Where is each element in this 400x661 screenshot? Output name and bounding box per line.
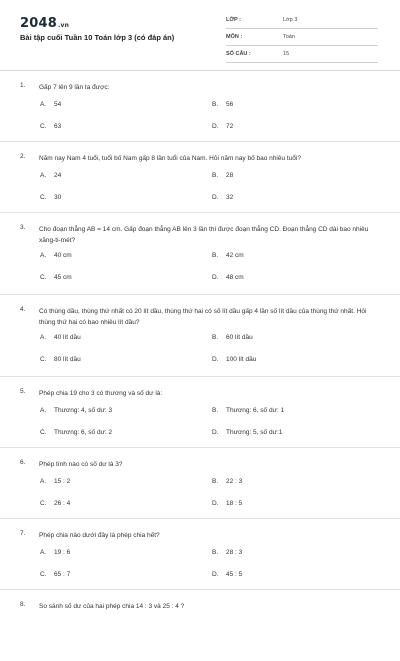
meta-row-subject (226, 31, 378, 46)
option-a[interactable] (40, 172, 61, 179)
option-letter: B. (212, 407, 219, 414)
option-text: 42 cm (226, 252, 244, 259)
document-meta (226, 14, 378, 65)
meta-label-subject: MÔN : (226, 34, 243, 40)
option-c[interactable] (40, 194, 61, 201)
option-letter: C. (40, 123, 47, 130)
question-number: 2. (20, 153, 26, 160)
option-b[interactable] (212, 101, 233, 108)
option-a[interactable] (40, 478, 70, 485)
question-number: 6. (20, 459, 26, 466)
question-number: 8. (20, 601, 26, 608)
option-a[interactable] (40, 407, 112, 414)
option-b[interactable] (212, 549, 242, 556)
option-b[interactable] (212, 407, 284, 414)
question-text: Phép tính nào có số dư là 3? (39, 461, 123, 468)
question-8 (0, 590, 400, 661)
question-text: So sánh số dư của hai phép chia 14 : 3 và 25 : 4 ? (39, 603, 185, 610)
option-letter: D. (212, 356, 219, 363)
option-letter: A. (40, 407, 47, 414)
question-7 (0, 519, 400, 590)
option-c[interactable] (40, 571, 70, 578)
logo-main: 2048 (20, 16, 57, 31)
question-6 (0, 448, 400, 519)
option-letter: D. (212, 274, 219, 281)
option-b[interactable] (212, 478, 242, 485)
option-text: 30 (54, 194, 62, 201)
option-letter: B. (212, 334, 219, 341)
option-text: 40 lít dầu (54, 334, 81, 341)
option-letter: D. (212, 571, 219, 578)
option-text: 32 (226, 194, 234, 201)
option-text: Thương: 5, số dư:1 (226, 429, 283, 436)
option-text: 40 cm (54, 252, 72, 259)
option-c[interactable] (40, 500, 70, 507)
option-text: Thương: 6, số dư: 1 (226, 407, 285, 414)
option-letter: D. (212, 429, 219, 436)
option-c[interactable] (40, 356, 81, 363)
option-b[interactable] (212, 334, 253, 341)
option-b[interactable] (212, 172, 233, 179)
option-letter: C. (40, 274, 47, 281)
option-letter: C. (40, 571, 47, 578)
option-text: 28 (226, 172, 234, 179)
option-text: Thương: 4, số dư: 3 (54, 407, 113, 414)
question-text: Có thùng dầu, thùng thứ nhất có 20 lít dầu, thùng thứ hai có số lít dầu gấp 4 lần số lít dầu của thùng thứ nhất. Hỏi thùng thứ hai có bao nhiêu lít dầu? (39, 308, 367, 326)
option-letter: C. (40, 356, 47, 363)
meta-value-class: Lớp 3 (283, 17, 298, 23)
question-1 (0, 71, 400, 142)
meta-value-subject: Toán (283, 34, 295, 40)
question-number: 5. (20, 388, 26, 395)
question-number: 4. (20, 306, 26, 313)
question-2 (0, 142, 400, 213)
option-letter: A. (40, 252, 47, 259)
option-letter: B. (212, 478, 219, 485)
question-text: Phép chia 19 cho 3 có thương và số dư là: (39, 390, 163, 397)
option-text: 60 lít dầu (226, 334, 253, 341)
question-text: Phép chia nào dưới đây là phép chia hết? (39, 532, 160, 539)
option-d[interactable] (212, 500, 242, 507)
option-b[interactable] (212, 252, 244, 259)
option-text: 26 : 4 (54, 500, 71, 507)
option-letter: A. (40, 549, 47, 556)
question-5 (0, 377, 400, 448)
option-text: 15 : 2 (54, 478, 71, 485)
option-text: 54 (54, 101, 62, 108)
option-text: 63 (54, 123, 62, 130)
option-letter: C. (40, 429, 47, 436)
meta-value-count: 15 (283, 51, 290, 57)
option-letter: B. (212, 172, 219, 179)
option-letter: B. (212, 549, 219, 556)
document-title: Bài tập cuối Tuần 10 Toán lớp 3 (có đáp án) (20, 33, 175, 42)
option-text: 48 cm (226, 274, 244, 281)
option-a[interactable] (40, 549, 70, 556)
option-text: 100 lít dầu (226, 356, 257, 363)
option-text: 22 : 3 (226, 478, 243, 485)
option-letter: D. (212, 123, 219, 130)
option-d[interactable] (212, 194, 233, 201)
site-logo[interactable] (20, 16, 69, 31)
option-text: 45 cm (54, 274, 72, 281)
option-text: 56 (226, 101, 234, 108)
option-d[interactable] (212, 123, 233, 130)
option-a[interactable] (40, 101, 61, 108)
option-letter: A. (40, 334, 47, 341)
option-text: 80 lít dầu (54, 356, 81, 363)
option-a[interactable] (40, 252, 72, 259)
option-a[interactable] (40, 334, 81, 341)
option-letter: D. (212, 194, 219, 201)
option-letter: C. (40, 500, 47, 507)
question-number: 1. (20, 82, 26, 89)
option-d[interactable] (212, 571, 242, 578)
option-text: 45 : 5 (226, 571, 243, 578)
option-d[interactable] (212, 356, 256, 363)
option-letter: D. (212, 500, 219, 507)
question-text: Gấp 7 lên 9 lần ta được: (39, 84, 110, 91)
option-text: 28 : 3 (226, 549, 243, 556)
question-4 (0, 295, 400, 377)
option-c[interactable] (40, 123, 61, 130)
option-text: 72 (226, 123, 234, 130)
document-header (0, 0, 400, 70)
meta-row-count (226, 48, 378, 63)
question-text: Năm nay Nam 4 tuổi, tuổi bố Nam gấp 8 lần tuổi của Nam. Hỏi năm nay bố bao nhiêu tuổi? (39, 155, 301, 162)
question-number: 7. (20, 530, 26, 537)
meta-row-class (226, 14, 378, 29)
question-list (0, 71, 400, 661)
option-c[interactable] (40, 274, 72, 281)
option-letter: A. (40, 478, 47, 485)
option-c[interactable] (40, 429, 112, 436)
option-letter: A. (40, 172, 47, 179)
option-d[interactable] (212, 274, 244, 281)
option-text: 18 : 5 (226, 500, 243, 507)
question-3 (0, 213, 400, 295)
option-d[interactable] (212, 429, 282, 436)
option-letter: A. (40, 101, 47, 108)
option-text: 24 (54, 172, 62, 179)
meta-label-class: LỚP : (226, 17, 241, 23)
option-letter: C. (40, 194, 47, 201)
option-text: Thương: 6, số dư: 2 (54, 429, 113, 436)
option-letter: B. (212, 252, 219, 259)
question-number: 3. (20, 224, 26, 231)
option-text: 65 : 7 (54, 571, 71, 578)
option-letter: B. (212, 101, 219, 108)
option-text: 19 : 6 (54, 549, 71, 556)
question-text: Cho đoạn thẳng AB = 14 cm. Gấp đoạn thẳng AB lên 3 lần thì được đoạn thẳng CD. Đoạn thẳng CD dài bao nhiêu xăng-ti-mét? (39, 226, 369, 244)
meta-label-count: SỐ CÂU : (226, 51, 251, 57)
logo-suffix: .vn (57, 22, 70, 29)
